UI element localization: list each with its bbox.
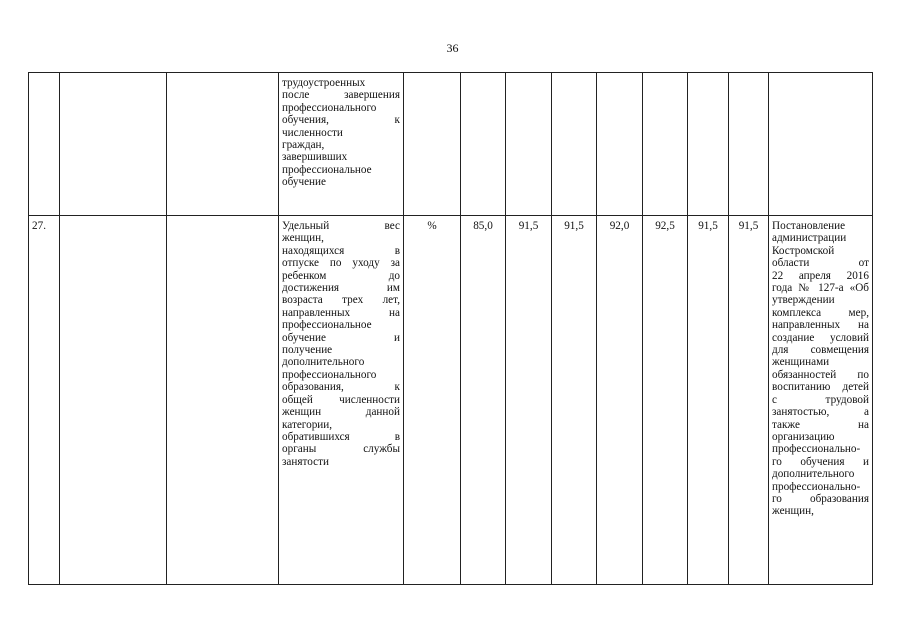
text-line: также на (772, 418, 869, 431)
cell-task (167, 73, 279, 216)
cell-value (461, 73, 506, 216)
value-2: 91,5 (518, 220, 539, 232)
cell-source (769, 216, 873, 585)
text-line: 22 апреля 2016 (772, 269, 869, 282)
source-text (769, 216, 872, 518)
cell-indicator (279, 216, 404, 585)
value-6: 91,5 (698, 220, 718, 232)
text-line: обучения, к (282, 114, 400, 127)
text-line: трудоустроенных (282, 77, 366, 89)
text-line: находящихся в (282, 244, 400, 257)
cell-indicator (279, 73, 404, 216)
table-row-continued (29, 73, 873, 216)
text-line: граждан, (282, 139, 325, 152)
cell-task (167, 216, 279, 585)
text-line: организацию (772, 430, 835, 443)
text-line: возраста трех лет, (282, 294, 400, 307)
text-line: численности (282, 126, 343, 139)
cell-value (688, 216, 729, 585)
value-5: 92,5 (655, 220, 675, 232)
text-line: Костромской (772, 244, 835, 257)
cell-goal (60, 73, 167, 216)
text-line: дополнительного (772, 468, 855, 481)
cell-value (461, 216, 506, 585)
page-number: 36 (446, 41, 459, 55)
cell-value (643, 73, 688, 216)
indicator-text (279, 73, 403, 189)
text-line: обратившихся в (282, 430, 400, 443)
text-line: го обучения и (772, 455, 869, 468)
text-line: достижения им (282, 282, 400, 295)
text-line: обучение и (282, 331, 400, 344)
text-line: направленных на (282, 306, 400, 319)
text-line: го образования (772, 492, 869, 505)
cell-value (597, 73, 643, 216)
text-line: отпуске по уходу за (282, 257, 400, 270)
text-line: обучение (282, 176, 326, 189)
value-7: 91,5 (738, 220, 759, 232)
text-line: завершивших (282, 151, 348, 164)
cell-unit (404, 216, 461, 585)
cell-value (729, 216, 769, 585)
cell-goal (60, 216, 167, 585)
text-line: занятостью, а (772, 406, 869, 419)
value-3: 91,5 (564, 220, 584, 232)
text-line: создание условий (772, 331, 869, 344)
text-line: профессионально- (772, 480, 861, 493)
text-line: после завершения (282, 89, 400, 102)
row-number: 27. (32, 220, 46, 232)
text-line: области от (772, 257, 869, 270)
text-line: получение (282, 344, 333, 357)
cell-value (506, 216, 552, 585)
text-line: администрации (772, 232, 847, 245)
text-line: женщин, (282, 232, 324, 245)
value-4: 92,0 (609, 220, 630, 232)
text-line: направленных на (772, 319, 869, 332)
unit-value: % (427, 220, 437, 232)
text-line: комплекса мер, (772, 306, 869, 319)
text-line: категории, (282, 418, 333, 431)
text-line: ребенком до (282, 269, 400, 282)
cell-number (29, 73, 60, 216)
table-row-27 (29, 216, 873, 585)
text-line: дополнительного (282, 356, 365, 369)
cell-value (506, 73, 552, 216)
text-line: профессионального (282, 368, 377, 381)
text-line: Постановление (772, 220, 846, 232)
cell-value (597, 216, 643, 585)
text-line: воспитанию детей (772, 381, 869, 394)
cell-value (688, 73, 729, 216)
text-line: с трудовой (772, 393, 869, 406)
text-line: Удельный вес (282, 220, 400, 232)
text-line: утверждении (772, 294, 835, 307)
cell-value (552, 73, 597, 216)
text-line: занятости (282, 455, 329, 468)
text-line: обязанностей по (772, 368, 869, 381)
text-line: года № 127-а «Об (772, 282, 869, 295)
cell-number (29, 216, 60, 585)
text-line: женщин, (772, 505, 814, 518)
text-line: общей численности (282, 393, 400, 406)
cell-value (552, 216, 597, 585)
text-line: для совмещения (772, 344, 869, 357)
text-line: профессионального (282, 101, 377, 114)
cell-source (769, 73, 873, 216)
text-line: профессиональное (282, 163, 372, 176)
cell-value (643, 216, 688, 585)
text-line: женщинами (772, 356, 830, 369)
indicators-table (28, 72, 873, 585)
text-line: образования, к (282, 381, 400, 394)
text-line: профессионально- (772, 443, 861, 456)
indicator-text (279, 216, 403, 468)
text-line: женщин данной (282, 406, 400, 419)
cell-value (729, 73, 769, 216)
text-line: профессиональное (282, 319, 372, 332)
cell-unit (404, 73, 461, 216)
text-line: органы службы (282, 443, 400, 456)
value-1: 85,0 (473, 220, 493, 232)
